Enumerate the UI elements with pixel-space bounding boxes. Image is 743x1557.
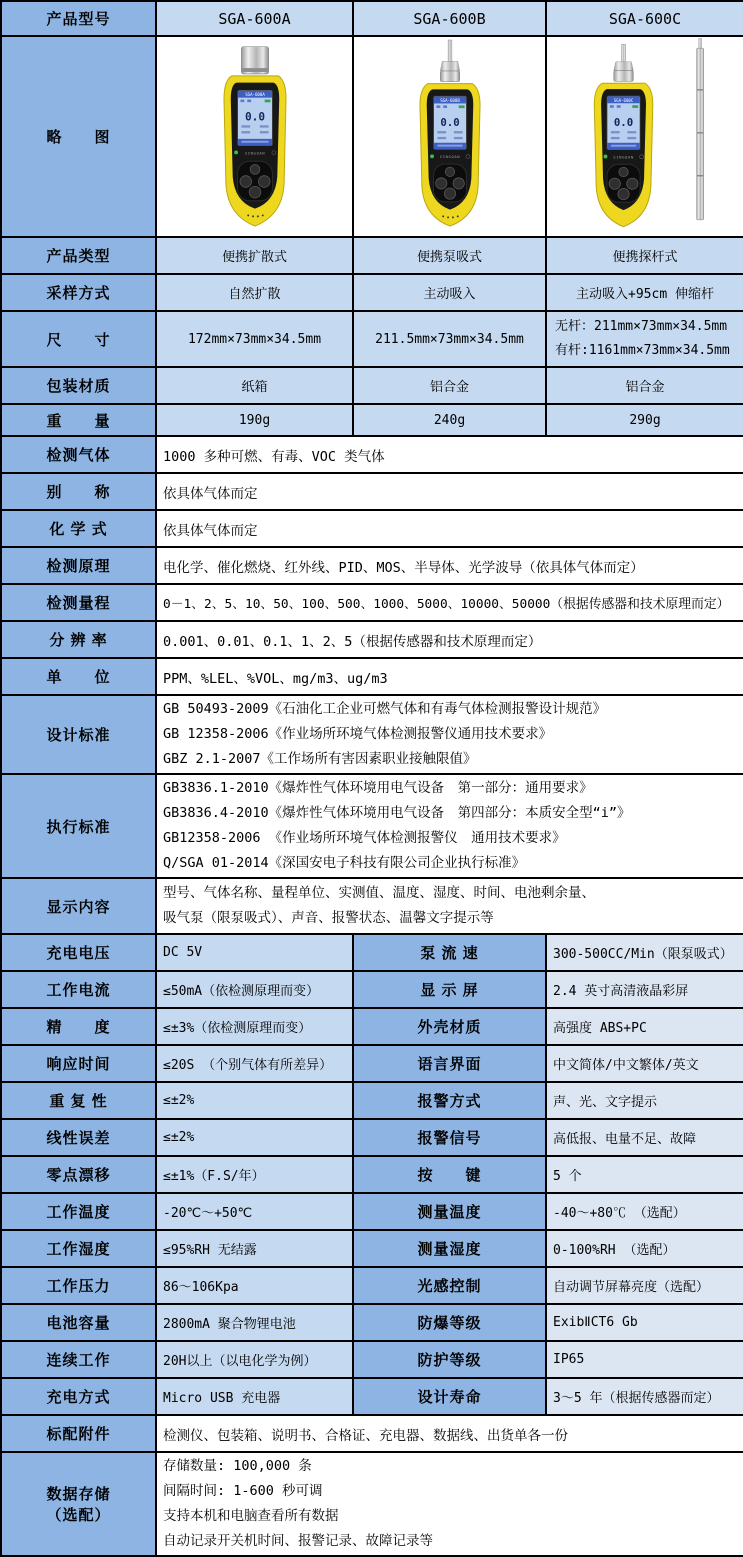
data-storage-line: 自动记录开关机时间、报警记录、故障记录等	[163, 1533, 433, 1549]
table-row	[1, 1341, 743, 1378]
spec-label: 防护等级	[353, 1341, 546, 1378]
spec-value: 2.4 英寸高清液晶彩屏	[546, 971, 743, 1008]
row-label-data-storage	[1, 1452, 156, 1556]
dimensions-c-line1: 无杆：211mm×73mm×34.5mm	[555, 319, 728, 334]
device-screen	[237, 90, 272, 145]
spec-value: ≤20S （个别气体有所差异）	[156, 1045, 353, 1082]
dimensions-a: 172mm×73mm×34.5mm	[156, 311, 353, 367]
spec-label: 充电电压	[1, 934, 156, 971]
brand-text: SINGOAN	[244, 150, 265, 156]
standard-line: GB 12358-2006《作业场所环境气体检测报警仪通用技术要求》	[163, 726, 553, 742]
table-row	[1, 404, 743, 436]
device-screen	[433, 96, 466, 149]
status-led	[430, 154, 434, 158]
svg-text:0.0: 0.0	[613, 116, 634, 130]
table-row	[1, 1119, 743, 1156]
photo-cell-sga-600c	[546, 36, 743, 237]
table-row	[1, 473, 743, 510]
row-label-display-content: 显示内容	[1, 878, 156, 934]
alias-value: 依具体气体而定	[156, 473, 743, 510]
spec-value: 2800mA 聚合物锂电池	[156, 1304, 353, 1341]
table-row	[1, 774, 743, 878]
sampling-a: 自然扩散	[156, 274, 353, 311]
table-row	[1, 311, 743, 367]
dimensions-c-line2: 有杆:1161mm×73mm×34.5mm	[555, 343, 730, 358]
spec-label: 测量温度	[353, 1193, 546, 1230]
dimensions-b: 211.5mm×73mm×34.5mm	[353, 311, 546, 367]
row-label-units: 单 位	[1, 658, 156, 695]
spec-label: 工作温度	[1, 1193, 156, 1230]
spec-label: 响应时间	[1, 1045, 156, 1082]
weight-c: 290g	[546, 404, 743, 436]
table-row	[1, 1156, 743, 1193]
product-photo-sga-600a	[192, 38, 318, 230]
sampling-b: 主动吸入	[353, 274, 546, 311]
table-row	[1, 1378, 743, 1415]
table-row	[1, 36, 743, 237]
table-row	[1, 274, 743, 311]
svg-text:SGA-600C: SGA-600C	[613, 97, 634, 103]
spec-label: 设计寿命	[353, 1378, 546, 1415]
table-row	[1, 1267, 743, 1304]
spec-value: ≤±1%（F.S/年）	[156, 1156, 353, 1193]
spec-label: 报警信号	[353, 1119, 546, 1156]
svg-text:SGA-600B: SGA-600B	[439, 98, 460, 104]
row-label-sampling: 采样方式	[1, 274, 156, 311]
product-type-a: 便携扩散式	[156, 237, 353, 274]
sampling-c: 主动吸入+95cm 伸缩杆	[546, 274, 743, 311]
packaging-b: 铝合金	[353, 367, 546, 404]
table-row	[1, 1230, 743, 1267]
status-led	[604, 154, 608, 158]
spec-value: ≤±3%（依检测原理而变）	[156, 1008, 353, 1045]
svg-text:0.0: 0.0	[244, 110, 265, 124]
table-row	[1, 1045, 743, 1082]
spec-label: 按 键	[353, 1156, 546, 1193]
standard-line: Q/SGA 01-2014《深国安电子科技有限公司企业执行标准》	[163, 855, 526, 871]
row-label-formula: 化 学 式	[1, 510, 156, 547]
photo-cell-sga-600a	[156, 36, 353, 237]
spec-label: 泵 流 速	[353, 934, 546, 971]
row-label-weight: 重 量	[1, 404, 156, 436]
spec-value: -20℃～+50℃	[156, 1193, 353, 1230]
photo-cell-sga-600b	[353, 36, 546, 237]
row-label-alias: 别 称	[1, 473, 156, 510]
spec-label: 报警方式	[353, 1082, 546, 1119]
keypad	[433, 164, 466, 202]
brand-text: SINGOAN	[439, 154, 460, 160]
data-storage-label-line2: （选配）	[46, 1507, 111, 1524]
table-row	[1, 1, 743, 36]
product-type-b: 便携泵吸式	[353, 237, 546, 274]
row-label-accessories: 标配附件	[1, 1415, 156, 1452]
spec-value: ≤±2%	[156, 1082, 353, 1119]
data-storage-line: 间隔时间: 1-600 秒可调	[163, 1483, 323, 1499]
spec-label: 精 度	[1, 1008, 156, 1045]
spec-label: 显 示 屏	[353, 971, 546, 1008]
telescopic-rod	[697, 38, 704, 219]
accessories-value: 检测仪、包装箱、说明书、合格证、充电器、数据线、出货单各一份	[156, 1415, 743, 1452]
table-row	[1, 1008, 743, 1045]
table-row	[1, 1452, 743, 1556]
spec-value: ≤50mA（依检测原理而变）	[156, 971, 353, 1008]
keypad	[237, 161, 272, 201]
model-name-b: SGA-600B	[353, 1, 546, 36]
model-name-c: SGA-600C	[546, 1, 743, 36]
table-row	[1, 1415, 743, 1452]
data-storage-line: 支持本机和电脑查看所有数据	[163, 1508, 339, 1524]
spec-value: 86～106Kpa	[156, 1267, 353, 1304]
spec-label: 光感控制	[353, 1267, 546, 1304]
device-screen	[607, 96, 640, 150]
weight-a: 190g	[156, 404, 353, 436]
spec-value: 300-500CC/Min（限泵吸式）	[546, 934, 743, 971]
status-led	[234, 150, 238, 154]
spec-value: ExibⅡCT6 Gb	[546, 1304, 743, 1341]
table-row	[1, 436, 743, 473]
spec-label: 零点漂移	[1, 1156, 156, 1193]
standard-line: GB 50493-2009《石油化工企业可燃气体和有毒气体检测报警设计规范》	[163, 701, 607, 717]
principle-value: 电化学、催化燃烧、红外线、PID、MOS、半导体、光学波导（依具体气体而定）	[156, 547, 743, 584]
spec-label: 外壳材质	[353, 1008, 546, 1045]
table-row	[1, 934, 743, 971]
table-row	[1, 510, 743, 547]
formula-value: 依具体气体而定	[156, 510, 743, 547]
spec-value: 高低报、电量不足、故障	[546, 1119, 743, 1156]
dimensions-c	[546, 311, 743, 367]
svg-text:SGA-600A: SGA-600A	[244, 92, 265, 98]
weight-b: 240g	[353, 404, 546, 436]
row-label-gases: 检测气体	[1, 436, 156, 473]
spec-value: 高强度 ABS+PC	[546, 1008, 743, 1045]
keypad	[607, 164, 640, 202]
spec-value: 3～5 年（根据传感器而定）	[546, 1378, 743, 1415]
spec-label: 工作电流	[1, 971, 156, 1008]
brand-text: SINGOAN	[613, 154, 634, 160]
standard-line: GBZ 2.1-2007《工作场所有害因素职业接触限值》	[163, 751, 477, 767]
sensor-cap	[241, 47, 268, 74]
spec-value: 20H以上（以电化学为例）	[156, 1341, 353, 1378]
spec-label: 充电方式	[1, 1378, 156, 1415]
spec-value: 5 个	[546, 1156, 743, 1193]
spec-label: 连续工作	[1, 1341, 156, 1378]
units-value: PPM、%LEL、%VOL、mg/m3、ug/m3	[156, 658, 743, 695]
row-label-design-standards: 设计标准	[1, 695, 156, 774]
pump-probe	[440, 40, 459, 82]
resolution-value: 0.001、0.01、0.1、1、2、5（根据传感器和技术原理而定）	[156, 621, 743, 658]
design-standards-value	[156, 695, 743, 774]
spec-value: DC 5V	[156, 934, 353, 971]
table-row	[1, 1304, 743, 1341]
spec-value: 中文简体/中文繁体/英文	[546, 1045, 743, 1082]
table-row	[1, 695, 743, 774]
row-label-packaging: 包装材质	[1, 367, 156, 404]
table-row	[1, 1193, 743, 1230]
spec-value: 自动调节屏幕亮度（选配）	[546, 1267, 743, 1304]
row-label-sketch: 略 图	[1, 36, 156, 237]
spec-label: 语言界面	[353, 1045, 546, 1082]
spec-value: 声、光、文字提示	[546, 1082, 743, 1119]
exec-standards-value	[156, 774, 743, 878]
spec-label: 重 复 性	[1, 1082, 156, 1119]
table-row	[1, 367, 743, 404]
display-content-value	[156, 878, 743, 934]
spec-value: 0-100%RH （选配）	[546, 1230, 743, 1267]
spec-value: ≤±2%	[156, 1119, 353, 1156]
row-label-resolution: 分 辨 率	[1, 621, 156, 658]
row-label-dimensions: 尺 寸	[1, 311, 156, 367]
packaging-a: 纸箱	[156, 367, 353, 404]
table-row	[1, 237, 743, 274]
product-photo-sga-600b	[387, 38, 513, 230]
display-content-line: 吸气泵（限泵吸式）、声音、报警状态、温馨文字提示等	[163, 910, 494, 926]
display-content-line: 型号、气体名称、量程单位、实测值、温度、湿度、时间、电池剩余量、	[163, 885, 595, 901]
row-label-exec-standards: 执行标准	[1, 774, 156, 878]
table-row	[1, 658, 743, 695]
range-value: 0－1、2、5、10、50、100、500、1000、5000、10000、50000（根据传感器和技术原理而定）	[156, 584, 743, 621]
spec-value: Micro USB 充电器	[156, 1378, 353, 1415]
row-label-product-type: 产品类型	[1, 237, 156, 274]
data-storage-label-line1: 数据存储	[46, 1486, 111, 1503]
packaging-c: 铝合金	[546, 367, 743, 404]
product-type-c: 便携探杆式	[546, 237, 743, 274]
standard-line: GB3836.1-2010《爆炸性气体环境用电气设备 第一部分：通用要求》	[163, 780, 593, 796]
table-row	[1, 621, 743, 658]
data-storage-value	[156, 1452, 743, 1556]
product-photo-sga-600c	[565, 38, 725, 230]
spec-label: 工作压力	[1, 1267, 156, 1304]
spec-value: ≤95%RH 无结露	[156, 1230, 353, 1267]
table-row	[1, 1082, 743, 1119]
standard-line: GB3836.4-2010《爆炸性气体环境用电气设备 第四部分：本质安全型“i”》	[163, 805, 631, 821]
spec-value: -40～+80℃ （选配）	[546, 1193, 743, 1230]
pump-probe	[614, 44, 634, 81]
row-label-principle: 检测原理	[1, 547, 156, 584]
row-label-range: 检测量程	[1, 584, 156, 621]
standard-line: GB12358-2006 《作业场所环境气体检测报警仪 通用技术要求》	[163, 830, 566, 846]
spec-value: IP65	[546, 1341, 743, 1378]
svg-text:0.0: 0.0	[439, 116, 460, 130]
data-storage-line: 存储数量: 100,000 条	[163, 1458, 312, 1474]
table-row	[1, 971, 743, 1008]
table-row	[1, 584, 743, 621]
spec-label: 电池容量	[1, 1304, 156, 1341]
gases-value: 1000 多种可燃、有毒、VOC 类气体	[156, 436, 743, 473]
spec-label: 线性误差	[1, 1119, 156, 1156]
spec-label: 工作湿度	[1, 1230, 156, 1267]
spec-label: 防爆等级	[353, 1304, 546, 1341]
table-row	[1, 878, 743, 934]
table-row	[1, 547, 743, 584]
spec-label: 测量湿度	[353, 1230, 546, 1267]
model-name-a: SGA-600A	[156, 1, 353, 36]
row-label-product-model: 产品型号	[1, 1, 156, 36]
